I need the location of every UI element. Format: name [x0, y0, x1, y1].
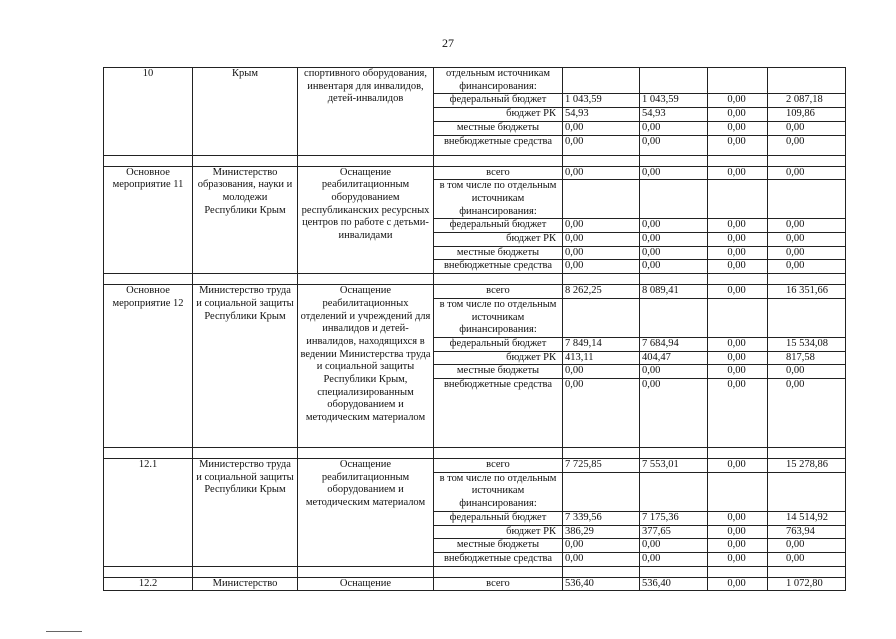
value-total: 0,00	[768, 233, 846, 247]
value-total: 0,00	[768, 539, 846, 553]
value-year-2: 0,00	[640, 219, 708, 233]
value-year-1: 386,29	[563, 525, 640, 539]
value-year-2: 0,00	[640, 539, 708, 553]
value-year-2: 7 175,36	[640, 511, 708, 525]
value-year-1: 0,00	[563, 233, 640, 247]
measure-cell: Оснащение реабилитационным оборудованием республиканских ресурсных центров по работе с детьми-инвалидами	[298, 166, 434, 274]
value-year-3: 0,00	[708, 121, 768, 135]
empty-cell	[104, 448, 193, 459]
empty-cell	[563, 274, 640, 285]
funding-source-label: в том числе по отдельным источникам финансирования:	[434, 472, 563, 511]
value-year-1: 0,00	[563, 552, 640, 566]
responsible-cell: Министерство труда и социальной защиты Республики Крым	[193, 459, 298, 567]
empty-cell	[104, 566, 193, 577]
value-total: 0,00	[768, 246, 846, 260]
funding-source-label: местные бюджеты	[434, 539, 563, 553]
value-year-3: 0,00	[708, 511, 768, 525]
value-year-3	[708, 472, 768, 511]
responsible-cell: Министерство	[193, 577, 298, 591]
value-year-2	[640, 472, 708, 511]
empty-cell	[434, 448, 563, 459]
value-year-2	[640, 68, 708, 94]
empty-cell	[768, 566, 846, 577]
value-year-3	[708, 298, 768, 337]
empty-cell	[563, 566, 640, 577]
empty-cell	[193, 155, 298, 166]
value-year-2	[640, 298, 708, 337]
funding-table-body	[104, 68, 846, 591]
empty-cell	[708, 155, 768, 166]
value-year-3: 0,00	[708, 577, 768, 591]
scan-artifact	[46, 631, 82, 632]
value-year-3: 0,00	[708, 108, 768, 122]
table-row	[104, 285, 846, 299]
row-number-cell: 12.1	[104, 459, 193, 567]
empty-cell	[104, 155, 193, 166]
value-total	[768, 472, 846, 511]
value-total: 0,00	[768, 260, 846, 274]
value-year-1: 536,40	[563, 577, 640, 591]
value-year-1: 7 339,56	[563, 511, 640, 525]
funding-source-label: внебюджетные средства	[434, 379, 563, 448]
value-year-3: 0,00	[708, 525, 768, 539]
empty-cell	[563, 155, 640, 166]
value-year-2: 0,00	[640, 365, 708, 379]
funding-source-label: федеральный бюджет	[434, 337, 563, 351]
value-year-1: 0,00	[563, 246, 640, 260]
value-year-1: 0,00	[563, 365, 640, 379]
value-total: 0,00	[768, 121, 846, 135]
value-year-2: 0,00	[640, 233, 708, 247]
value-year-1: 8 262,25	[563, 285, 640, 299]
responsible-cell: Крым	[193, 68, 298, 156]
value-year-3: 0,00	[708, 379, 768, 448]
funding-source-label: в том числе по отдельным источникам финансирования:	[434, 180, 563, 219]
value-total: 763,94	[768, 525, 846, 539]
value-year-2: 0,00	[640, 260, 708, 274]
value-year-1: 1 043,59	[563, 94, 640, 108]
funding-source-label: бюджет РК	[434, 525, 563, 539]
value-total: 16 351,66	[768, 285, 846, 299]
value-total: 2 087,18	[768, 94, 846, 108]
value-year-3: 0,00	[708, 135, 768, 155]
value-total: 0,00	[768, 135, 846, 155]
funding-source-label: местные бюджеты	[434, 121, 563, 135]
value-year-2: 0,00	[640, 166, 708, 180]
value-year-1: 413,11	[563, 351, 640, 365]
funding-source-label: бюджет РК	[434, 351, 563, 365]
row-number-cell: Основное мероприятие 12	[104, 285, 193, 448]
empty-cell	[640, 155, 708, 166]
empty-cell	[434, 566, 563, 577]
value-total: 0,00	[768, 552, 846, 566]
value-total: 0,00	[768, 365, 846, 379]
empty-cell	[434, 155, 563, 166]
value-year-1: 0,00	[563, 379, 640, 448]
value-year-2: 7 553,01	[640, 459, 708, 473]
row-number-cell: Основное мероприятие 11	[104, 166, 193, 274]
value-year-1: 0,00	[563, 539, 640, 553]
funding-table	[103, 67, 846, 591]
value-year-3: 0,00	[708, 260, 768, 274]
value-year-3	[708, 68, 768, 94]
row-number-cell: 10	[104, 68, 193, 156]
value-year-1	[563, 472, 640, 511]
value-year-3: 0,00	[708, 166, 768, 180]
funding-source-label: всего	[434, 166, 563, 180]
empty-cell	[563, 448, 640, 459]
value-year-2: 8 089,41	[640, 285, 708, 299]
section-gap-row	[104, 155, 846, 166]
value-total: 109,86	[768, 108, 846, 122]
funding-source-label: внебюджетные средства	[434, 135, 563, 155]
funding-source-label: федеральный бюджет	[434, 94, 563, 108]
funding-source-label: внебюджетные средства	[434, 260, 563, 274]
value-year-2: 404,47	[640, 351, 708, 365]
value-year-3: 0,00	[708, 539, 768, 553]
value-year-3: 0,00	[708, 94, 768, 108]
value-year-3: 0,00	[708, 233, 768, 247]
empty-cell	[298, 155, 434, 166]
value-year-2: 54,93	[640, 108, 708, 122]
funding-source-label: местные бюджеты	[434, 246, 563, 260]
funding-source-label: федеральный бюджет	[434, 219, 563, 233]
funding-source-label: федеральный бюджет	[434, 511, 563, 525]
value-year-1: 0,00	[563, 135, 640, 155]
table-row	[104, 577, 846, 591]
value-year-1	[563, 298, 640, 337]
funding-source-label: всего	[434, 285, 563, 299]
value-total: 15 278,86	[768, 459, 846, 473]
value-total	[768, 68, 846, 94]
value-year-1	[563, 68, 640, 94]
section-gap-row	[104, 448, 846, 459]
value-year-3: 0,00	[708, 285, 768, 299]
page-number: 27	[442, 36, 454, 50]
value-total: 817,58	[768, 351, 846, 365]
value-year-3: 0,00	[708, 351, 768, 365]
value-year-2: 0,00	[640, 379, 708, 448]
responsible-cell: Министерство труда и социальной защиты Республики Крым	[193, 285, 298, 448]
value-year-1: 7 849,14	[563, 337, 640, 351]
measure-cell: Оснащение	[298, 577, 434, 591]
value-total: 0,00	[768, 379, 846, 448]
value-year-3: 0,00	[708, 337, 768, 351]
funding-source-label: местные бюджеты	[434, 365, 563, 379]
funding-source-label: в том числе по отдельным источникам финансирования:	[434, 298, 563, 337]
value-year-2: 377,65	[640, 525, 708, 539]
value-year-1: 54,93	[563, 108, 640, 122]
funding-source-label: отдельным источникам финансирования:	[434, 68, 563, 94]
value-year-2: 0,00	[640, 246, 708, 260]
value-total: 0,00	[768, 166, 846, 180]
value-year-2: 1 043,59	[640, 94, 708, 108]
value-total: 0,00	[768, 219, 846, 233]
row-number-cell: 12.2	[104, 577, 193, 591]
value-year-2	[640, 180, 708, 219]
funding-source-label: бюджет РК	[434, 108, 563, 122]
value-total: 1 072,80	[768, 577, 846, 591]
responsible-cell: Министерство образования, науки и молодежи Республики Крым	[193, 166, 298, 274]
value-year-2: 536,40	[640, 577, 708, 591]
empty-cell	[298, 448, 434, 459]
value-year-3: 0,00	[708, 219, 768, 233]
empty-cell	[193, 274, 298, 285]
empty-cell	[640, 566, 708, 577]
empty-cell	[434, 274, 563, 285]
empty-cell	[708, 566, 768, 577]
empty-cell	[708, 448, 768, 459]
funding-source-label: бюджет РК	[434, 233, 563, 247]
value-year-1: 7 725,85	[563, 459, 640, 473]
table-row	[104, 166, 846, 180]
measure-cell: Оснащение реабилитационных отделений и учреждений для инвалидов и детей-инвалидов, находящихся в ведении Министерства труда и социальной защиты Республики Крым, специализированным оборудованием и методическим материалом	[298, 285, 434, 448]
value-total	[768, 180, 846, 219]
empty-cell	[768, 274, 846, 285]
value-year-2: 7 684,94	[640, 337, 708, 351]
section-gap-row	[104, 566, 846, 577]
measure-cell: спортивного оборудования, инвентаря для инвалидов, детей-инвалидов	[298, 68, 434, 156]
funding-source-label: всего	[434, 459, 563, 473]
value-total	[768, 298, 846, 337]
value-year-2: 0,00	[640, 121, 708, 135]
empty-cell	[768, 155, 846, 166]
value-year-1: 0,00	[563, 260, 640, 274]
value-total: 15 534,08	[768, 337, 846, 351]
funding-source-label: всего	[434, 577, 563, 591]
table-row	[104, 68, 846, 94]
value-year-1: 0,00	[563, 121, 640, 135]
section-gap-row	[104, 274, 846, 285]
funding-source-label: внебюджетные средства	[434, 552, 563, 566]
value-year-1	[563, 180, 640, 219]
value-year-3: 0,00	[708, 365, 768, 379]
value-year-2: 0,00	[640, 552, 708, 566]
empty-cell	[193, 448, 298, 459]
value-year-1: 0,00	[563, 166, 640, 180]
empty-cell	[298, 566, 434, 577]
empty-cell	[640, 448, 708, 459]
value-year-1: 0,00	[563, 219, 640, 233]
empty-cell	[708, 274, 768, 285]
value-year-2: 0,00	[640, 135, 708, 155]
value-year-3: 0,00	[708, 552, 768, 566]
empty-cell	[298, 274, 434, 285]
value-year-3	[708, 180, 768, 219]
value-year-3: 0,00	[708, 246, 768, 260]
empty-cell	[193, 566, 298, 577]
measure-cell: Оснащение реабилитационным оборудованием и методическим материалом	[298, 459, 434, 567]
table-row	[104, 459, 846, 473]
empty-cell	[104, 274, 193, 285]
empty-cell	[768, 448, 846, 459]
value-total: 14 514,92	[768, 511, 846, 525]
value-year-3: 0,00	[708, 459, 768, 473]
empty-cell	[640, 274, 708, 285]
